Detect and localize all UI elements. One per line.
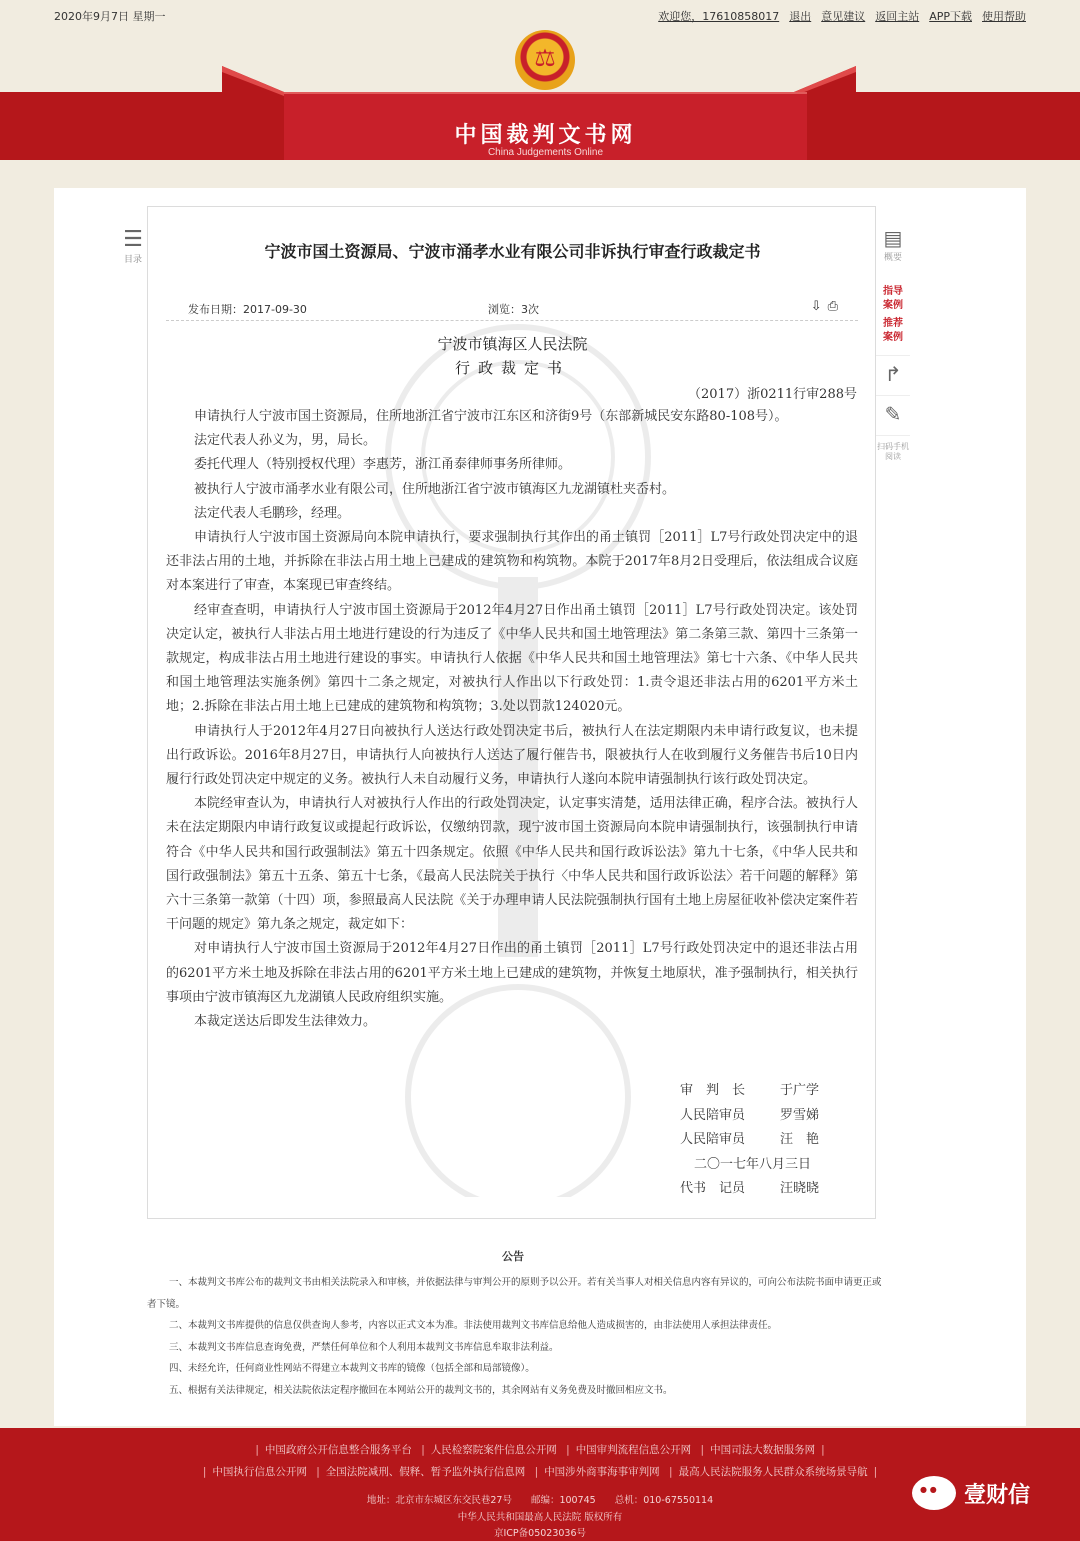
footer-links-row2: | 中国执行信息公开网 | 全国法院减刑、假释、暂予监外执行信息网 | 中国涉外商事海事审判网 | 最高人民法院服务人民群众系统场景导航 | — [202, 1466, 878, 1478]
signature-row: 人民陪审员 罗雪娣 — [680, 1107, 820, 1123]
footer-link[interactable]: 中国司法大数据服务网 — [710, 1444, 816, 1456]
notice-item: 四、未经允许，任何商业性网站不得建立本裁判文书库的镜像（包括全部和局部镜像）。 — [169, 1363, 535, 1374]
paragraph: 申请执行人宁波市国土资源局，住所地浙江省宁波市江东区和济街9号（东部新城民安东路80-108号）。 — [194, 409, 788, 424]
signature-date: 二〇一七年八月三日 — [694, 1156, 812, 1172]
footer-copyright: 中华人民共和国最高人民法院 版权所有 — [457, 1512, 623, 1523]
paragraph: 申请执行人于2012年4月27日向被执行人送达行政处罚决定书后，被执行人在法定期限内未申请行政复议，也未提出行政诉讼。2016年8月27日，申请执行人向被执行人送达了履行催告书，限被执行人在收到履行义务催告书后10日内履行行政处罚决定中规定的义务。被执行人未自动履行义务，申请执行人遂向本院申请强制执行该行政处罚决定。 — [166, 723, 858, 788]
court-emblem-icon[interactable] — [515, 30, 575, 90]
case-number: （2017）浙0211行审288号 — [688, 387, 857, 402]
document-type: 行政裁定书 — [454, 359, 570, 377]
paragraph: 被执行人宁波市涌孝水业有限公司，住所地浙江省宁波市镇海区九龙湖镇杜夹岙村。 — [194, 481, 676, 497]
document-icon: ▤ — [883, 226, 903, 250]
footer-icp[interactable]: 京ICP备05023036号 — [493, 1528, 587, 1539]
view-count: 浏览：3次 — [488, 303, 539, 316]
list-icon: ☰ — [123, 227, 143, 252]
wechat-account-name: 壹财信 — [964, 1482, 1031, 1508]
signature-row: 人民陪审员 汪 艳 — [680, 1132, 820, 1147]
publish-date: 发布日期：2017-09-30 — [188, 303, 307, 316]
app-download-link[interactable]: APP下载 — [929, 10, 972, 23]
signature-block — [680, 1079, 819, 1202]
paragraph: 对申请执行人宁波市国土资源局于2012年4月27日作出的甬土镇罚［2011］L7号行政处罚决定中的退还非法占用的6201平方米土地及拆除在非法占用的6201平方米土地上已建成的建筑物，并恢复土地原状，准予强制执行，相关执行事项由宁波市镇海区九龙湖镇人民政府组织实施。 — [166, 941, 858, 1005]
court-name: 宁波市镇海区人民法院 — [437, 335, 588, 353]
logout-link[interactable]: 退出 — [789, 10, 812, 23]
footer-link[interactable]: 中国审判流程信息公开网 — [575, 1444, 692, 1456]
document-meta — [166, 297, 858, 321]
paragraph: 本裁定送达后即发生法律效力。 — [194, 1014, 377, 1030]
toc-label: 目录 — [123, 255, 142, 265]
current-date: 2020年9月7日 星期一 — [54, 10, 166, 23]
notice-item: 二、本裁判文书库提供的信息仅供查询人参考，内容以正式文本为准。非法使用裁判文书库信息给他人造成损害的，由非法使用人承担法律责任。 — [169, 1320, 778, 1331]
top-bar — [0, 0, 1080, 30]
welcome-user-link[interactable]: 欢迎您，17610858017 — [658, 10, 780, 23]
print-icon[interactable]: ⎙ — [827, 299, 838, 314]
overview-label: 概要 — [883, 253, 902, 263]
notice-item: 三、本裁判文书库信息查询免费，严禁任何单位和个人利用本裁判文书库信息牟取非法利益。 — [169, 1341, 559, 1353]
wechat-watermark — [912, 1476, 1030, 1510]
top-links — [658, 8, 1026, 24]
notice-list — [147, 1272, 887, 1401]
paragraph: 委托代理人（特别授权代理）李惠芳，浙江甬泰律师事务所律师。 — [194, 457, 572, 473]
recommend-case-link[interactable]: 推荐 案例 — [883, 318, 903, 343]
home-link[interactable]: 返回主站 — [875, 10, 920, 23]
share-icon[interactable]: ↱ — [876, 355, 910, 385]
overview-button[interactable] — [876, 226, 910, 263]
paragraph: 经审查查明，申请执行人宁波市国土资源局于2012年4月27日作出甬土镇罚［2011］L7号行政处罚决定。该处罚决定认定，被执行人非法占用土地进行建设的行为违反了《中华人民共和国土地管理法》第二条第三款、第四十三条第一款规定，构成非法占用土地进行建设的事实。申请执行人依据《中华人民共和国土地管理法》第七十六条、《中华人民共和国土地管理法实施条例》第四十二条之规定，对被执行人作出以下行政处罚：1.责令退还非法占用的6201平方米土地；2.拆除在非法占用土地上已建成的建筑物和构筑物；3.处以罚款124020元。 — [166, 602, 858, 715]
site-title: 中国裁判文书网 — [454, 123, 637, 148]
footer-link[interactable]: 人民检察院案件信息公开网 — [430, 1444, 557, 1456]
meta-actions — [811, 299, 838, 314]
paragraph: 本院经审查认为，申请执行人对被执行人作出的行政处罚决定，认定事实清楚，适用法律正确，程序合法。被执行人未在法定期限内申请行政复议或提起行政诉讼，仅缴纳罚款，现宁波市国土资源局向本院申请强制执行，该强制执行申请符合《中华人民共和国行政强制法》第五十四条规定。依照《中华人民共和国行政诉讼法》第九十七条，《中华人民共和国行政强制法》第五十五条、第五十七条，《最高人民法院关于执行〈中华人民共和国行政诉讼法〉若干问题的解释》第六十三条第一款第（十四）项，参照最高人民法院《关于办理申请人民法院强制执行国有土地上房屋征收补偿决定案件若干问题的规定》第九条之规定，裁定如下： — [166, 796, 858, 933]
guide-case-link[interactable]: 指导 案例 — [883, 286, 903, 311]
document-title: 宁波市国土资源局、宁波市涌孝水业有限公司非诉执行审查行政裁定书 — [264, 242, 761, 261]
scan-read-label[interactable]: 扫码手机阅读 — [876, 435, 910, 465]
feedback-link[interactable]: 意见建议 — [821, 10, 866, 23]
footer-address: 地址：北京市东城区东交民巷27号 邮编：100745 总机：010-67550114 — [366, 1495, 714, 1506]
site-subtitle: China Judgements Online — [487, 147, 604, 158]
toc-button[interactable] — [118, 228, 148, 265]
clerk-row: 代书 记员 汪晓晓 — [680, 1181, 820, 1196]
document-body — [166, 405, 858, 1034]
help-link[interactable]: 使用帮助 — [982, 10, 1026, 23]
footer-link[interactable]: 中国政府公开信息整合服务平台 — [264, 1444, 412, 1456]
signature-row: 审 判 长 于广学 — [680, 1083, 820, 1098]
footer-link[interactable]: 最高人民法院服务人民群众系统场景导航 — [678, 1466, 868, 1478]
paragraph: 法定代表人毛鹏珍，经理。 — [194, 505, 351, 521]
notice-item: 五、根据有关法律规定，相关法院依法定程序撤回在本网站公开的裁判文书的，其余网站有义务免费及时撤回相应文书。 — [169, 1384, 673, 1396]
footer-links-row1: | 中国政府公开信息整合服务平台 | 人民检察院案件信息公开网 | 中国审判流程信息公开网 | 中国司法大数据服务网 | — [255, 1444, 825, 1456]
footer-link[interactable]: 中国涉外商事海事审判网 — [544, 1466, 660, 1478]
download-icon[interactable]: ⇩ — [810, 299, 822, 314]
wechat-icon — [912, 1476, 956, 1510]
notice-title: 公告 — [502, 1250, 524, 1263]
notice-item: 一、本裁判文书库公布的裁判文书由相关法院录入和审核，并依据法律与审判公开的原则予以公开。若有关当事人对相关信息内容有异议的，可向公布法院书面申请更正或者下镜。 — [147, 1277, 882, 1310]
document-panel — [147, 206, 876, 1219]
footer-link[interactable]: 全国法院减刑、假释、暂予监外执行信息网 — [325, 1466, 526, 1478]
paragraph: 法定代表人孙义为，男，局长。 — [194, 433, 377, 449]
paragraph: 申请执行人宁波市国土资源局向本院申请执行，要求强制执行其作出的甬土镇罚［2011］L7号行政处罚决定中的退还非法占用的土地，并拆除在非法占用土地上已建成的建筑物和构筑物。本院于2017年8月2日受理后，依法组成合议庭对本案进行了审查，本案现已审查终结。 — [166, 530, 858, 594]
edit-icon[interactable]: ✎ — [876, 395, 910, 425]
right-toolbar — [876, 226, 910, 465]
footer-link[interactable]: 中国执行信息公开网 — [212, 1466, 307, 1478]
